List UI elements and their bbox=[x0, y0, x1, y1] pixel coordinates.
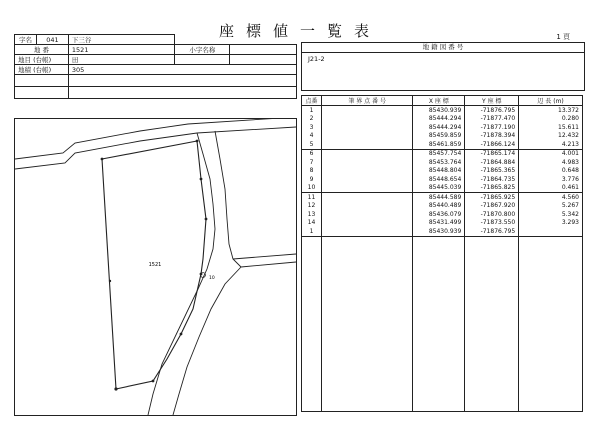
edge-length: 5.342 bbox=[519, 210, 583, 219]
boundary-number bbox=[321, 184, 412, 193]
table-row bbox=[302, 227, 583, 236]
x-coordinate: 85440.489 bbox=[413, 202, 465, 211]
chiseki-value: 305 bbox=[68, 65, 296, 75]
point-10-label: 10 bbox=[209, 276, 215, 281]
edge-length bbox=[519, 227, 583, 236]
boundary-point bbox=[152, 380, 155, 383]
aza-name: 下三谷 bbox=[68, 35, 175, 45]
document-title: 座標値一覧表 bbox=[218, 22, 381, 40]
x-coordinate: 85448.654 bbox=[413, 175, 465, 184]
chimoku-label: 地目 (台帳) bbox=[15, 55, 69, 65]
col-x: X 座 標 bbox=[413, 96, 465, 106]
map-number-box bbox=[301, 42, 585, 91]
edge-length: 4.560 bbox=[519, 193, 583, 202]
col-y: Y 座 標 bbox=[465, 96, 519, 106]
coordinate-table bbox=[301, 95, 583, 412]
side-road-upper bbox=[233, 254, 296, 259]
edge-length: 4.001 bbox=[519, 149, 583, 158]
boundary-point bbox=[205, 218, 208, 221]
point-number: 8 bbox=[302, 167, 322, 176]
parcel-info-table bbox=[14, 34, 297, 99]
y-coordinate: -71865.825 bbox=[465, 184, 519, 193]
x-coordinate: 85431.499 bbox=[413, 219, 465, 228]
edge-length: 13.372 bbox=[519, 106, 583, 115]
table-row bbox=[302, 175, 583, 184]
point-number: 11 bbox=[302, 193, 322, 202]
y-coordinate: -71870.800 bbox=[465, 210, 519, 219]
x-coordinate: 85461.859 bbox=[413, 140, 465, 149]
y-coordinate: -71864.735 bbox=[465, 175, 519, 184]
table-row bbox=[302, 140, 583, 149]
point-number: 6 bbox=[302, 149, 322, 158]
table-row bbox=[302, 123, 583, 132]
boundary-number bbox=[321, 210, 412, 219]
y-coordinate: -71865.365 bbox=[465, 167, 519, 176]
y-coordinate: -71865.174 bbox=[465, 149, 519, 158]
edge-length: 5.267 bbox=[519, 202, 583, 211]
edge-length: 3.293 bbox=[519, 219, 583, 228]
boundary-number bbox=[321, 219, 412, 228]
ditch-lower-edge bbox=[173, 267, 241, 415]
road-line-lower bbox=[15, 127, 296, 169]
y-coordinate: -71876.795 bbox=[465, 227, 519, 236]
y-coordinate: -71866.124 bbox=[465, 140, 519, 149]
point-number: 12 bbox=[302, 202, 322, 211]
boundary-number bbox=[321, 115, 412, 124]
x-coordinate: 85457.754 bbox=[413, 149, 465, 158]
empty-cell bbox=[302, 236, 322, 412]
y-coordinate: -71877.190 bbox=[465, 123, 519, 132]
boundary-point bbox=[196, 140, 199, 143]
table-row bbox=[302, 158, 583, 167]
y-coordinate: -71867.920 bbox=[465, 202, 519, 211]
koaza-label: 小字名称 bbox=[175, 45, 230, 55]
boundary-number bbox=[321, 149, 412, 158]
parcel-label: 1521 bbox=[148, 262, 162, 268]
col-length: 辺 長 (m) bbox=[519, 96, 583, 106]
boundary-point bbox=[114, 387, 117, 390]
x-coordinate: 85448.804 bbox=[413, 167, 465, 176]
parcel-map bbox=[14, 118, 297, 416]
boundary-number bbox=[321, 140, 412, 149]
empty-cell bbox=[321, 236, 412, 412]
chiseki-label: 地積 (台帳) bbox=[15, 65, 69, 75]
table-row bbox=[302, 219, 583, 228]
y-coordinate: -71878.394 bbox=[465, 132, 519, 141]
point-number: 13 bbox=[302, 210, 322, 219]
edge-length: 4.983 bbox=[519, 158, 583, 167]
page-number: 1 頁 bbox=[556, 33, 570, 41]
table-row bbox=[302, 106, 583, 115]
y-coordinate: -71877.470 bbox=[465, 115, 519, 124]
x-coordinate: 85445.039 bbox=[413, 184, 465, 193]
ditch-east-edge bbox=[215, 131, 241, 267]
x-coordinate: 85444.294 bbox=[413, 123, 465, 132]
point-number: 2 bbox=[302, 115, 322, 124]
boundary-number bbox=[321, 193, 412, 202]
point-number: 1 bbox=[302, 106, 322, 115]
boundary-number bbox=[321, 167, 412, 176]
x-coordinate: 85436.079 bbox=[413, 210, 465, 219]
boundary-number bbox=[321, 158, 412, 167]
coordinate-table-header bbox=[302, 96, 583, 106]
table-filler-row bbox=[302, 236, 583, 412]
edge-length: 0.461 bbox=[519, 184, 583, 193]
x-coordinate: 85430.939 bbox=[413, 227, 465, 236]
x-coordinate: 85444.589 bbox=[413, 193, 465, 202]
point-number: 3 bbox=[302, 123, 322, 132]
point-number: 4 bbox=[302, 132, 322, 141]
empty-cell bbox=[413, 236, 465, 412]
point-number: 7 bbox=[302, 158, 322, 167]
point-number: 1 bbox=[302, 227, 322, 236]
boundary-number bbox=[321, 106, 412, 115]
boundary-point bbox=[109, 280, 111, 282]
edge-length: 0.280 bbox=[519, 115, 583, 124]
table-row bbox=[302, 115, 583, 124]
point-number: 10 bbox=[302, 184, 322, 193]
edge-length: 12.432 bbox=[519, 132, 583, 141]
edge-length: 15.611 bbox=[519, 123, 583, 132]
x-coordinate: 85444.294 bbox=[413, 115, 465, 124]
boundary-point bbox=[180, 333, 183, 336]
point-number: 5 bbox=[302, 140, 322, 149]
aza-label: 字名 bbox=[15, 35, 37, 45]
table-row bbox=[302, 167, 583, 176]
empty-cell bbox=[519, 236, 583, 412]
point-number: 9 bbox=[302, 175, 322, 184]
boundary-number bbox=[321, 132, 412, 141]
chiban-value: 1521 bbox=[68, 45, 175, 55]
map-number-label: 地 籍 図 番 号 bbox=[302, 43, 584, 53]
x-coordinate: 85453.764 bbox=[413, 158, 465, 167]
y-coordinate: -71873.550 bbox=[465, 219, 519, 228]
table-row bbox=[302, 184, 583, 193]
point-number: 14 bbox=[302, 219, 322, 228]
edge-length: 4.213 bbox=[519, 140, 583, 149]
y-coordinate: -71865.925 bbox=[465, 193, 519, 202]
boundary-number bbox=[321, 175, 412, 184]
side-road-lower bbox=[241, 262, 296, 267]
table-row bbox=[302, 202, 583, 211]
map-number-value: J21-2 bbox=[308, 55, 325, 63]
boundary-point bbox=[101, 158, 104, 161]
chimoku-value: 田 bbox=[68, 55, 175, 65]
table-row bbox=[302, 210, 583, 219]
boundary-point bbox=[200, 178, 203, 181]
boundary-number bbox=[321, 123, 412, 132]
col-point-no: 点番 bbox=[302, 96, 322, 106]
chiban-label: 地 番 bbox=[15, 45, 69, 55]
parcel-map-drawing bbox=[15, 119, 296, 415]
table-row bbox=[302, 193, 583, 202]
empty-cell bbox=[465, 236, 519, 412]
table-row bbox=[302, 132, 583, 141]
x-coordinate: 85459.859 bbox=[413, 132, 465, 141]
table-row bbox=[302, 149, 583, 158]
y-coordinate: -71876.795 bbox=[465, 106, 519, 115]
edge-length: 0.648 bbox=[519, 167, 583, 176]
boundary-number bbox=[321, 227, 412, 236]
aza-code: 041 bbox=[36, 35, 68, 45]
y-coordinate: -71864.884 bbox=[465, 158, 519, 167]
boundary-number bbox=[321, 202, 412, 211]
x-coordinate: 85430.939 bbox=[413, 106, 465, 115]
edge-length: 3.776 bbox=[519, 175, 583, 184]
col-boundary-no: 筆 界 点 番 号 bbox=[321, 96, 412, 106]
